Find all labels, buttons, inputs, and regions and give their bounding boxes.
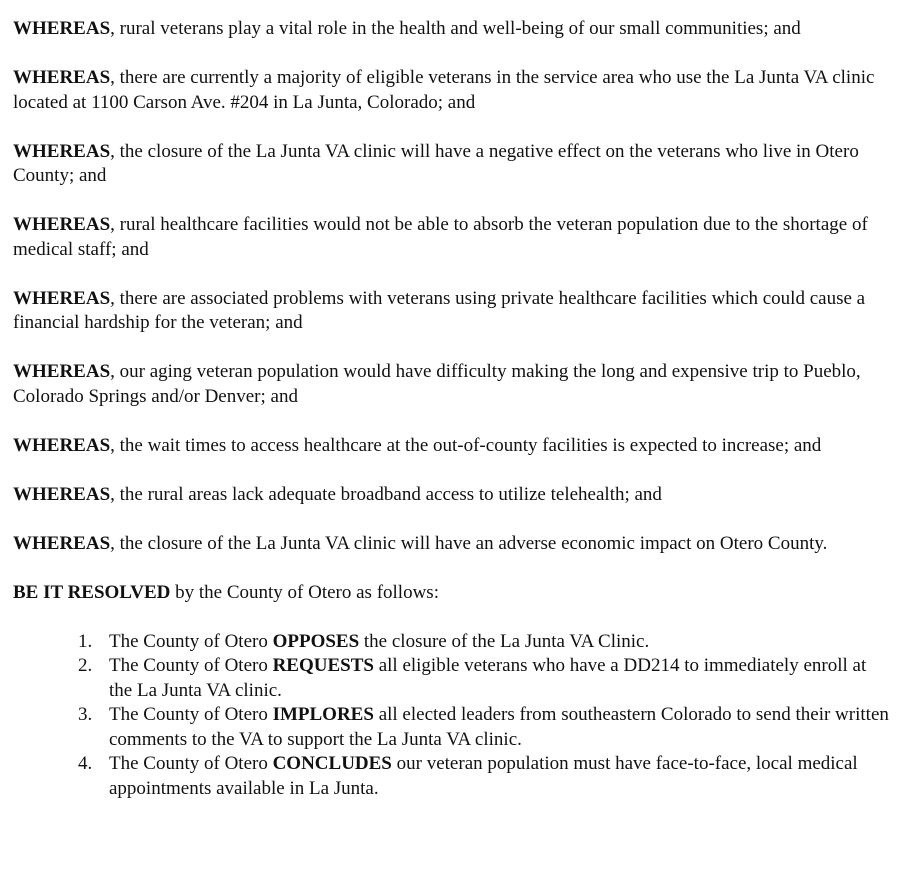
- whereas-text: , rural healthcare facilities would not be able to absorb the veteran population due to the shortage of medical staff; and: [13, 214, 868, 260]
- resolved-lead: BE IT RESOLVED: [13, 581, 171, 603]
- whereas-lead: WHEREAS: [13, 287, 111, 309]
- list-item-number: 1.: [78, 630, 93, 652]
- whereas-clause-7: [13, 434, 898, 459]
- whereas-text: , the closure of the La Junta VA clinic will have a negative effect on the veterans who live in Otero County; and: [13, 140, 859, 186]
- list-item-number: 3.: [78, 704, 93, 725]
- whereas-lead: WHEREAS: [13, 67, 111, 88]
- whereas-lead: WHEREAS: [13, 532, 111, 554]
- whereas-clause-5: [13, 287, 898, 336]
- whereas-clause-9: [13, 532, 898, 557]
- whereas-lead: WHEREAS: [13, 140, 111, 162]
- whereas-clause-6: [13, 360, 898, 409]
- list-item-text: our veteran population must have face-to-face, local medical appointments available in La Junta.: [109, 753, 858, 799]
- whereas-clause-8: [13, 483, 898, 508]
- list-item-text: all elected leaders from southeastern Colorado to send their written comments to the VA to support the La Junta VA clinic.: [109, 704, 889, 750]
- whereas-text: , there are currently a majority of eligible veterans in the service area who use the La Junta VA clinic located at 1100 Carson Ave. #204 in La Junta, Colorado; and: [13, 67, 875, 113]
- list-item-keyword: OPPOSES: [272, 630, 360, 652]
- list-item-text: the closure of the La Junta VA Clinic.: [359, 630, 650, 652]
- whereas-lead: WHEREAS: [13, 483, 111, 505]
- whereas-text: , rural veterans play a vital role in the health and well-being of our small communities; and: [110, 18, 801, 39]
- whereas-text: , there are associated problems with veterans using private healthcare facilities which could cause a financial hardship for the veteran; and: [13, 287, 866, 333]
- whereas-clause-4: [13, 213, 898, 262]
- resolution-document: [13, 17, 898, 801]
- whereas-clause-3: [13, 140, 898, 189]
- whereas-lead: WHEREAS: [13, 18, 111, 39]
- whereas-clause-1: [13, 17, 898, 42]
- list-item: [13, 752, 889, 801]
- list-item-text: The County of Otero: [109, 630, 273, 652]
- whereas-lead: WHEREAS: [13, 214, 111, 235]
- whereas-text: , the rural areas lack adequate broadband access to utilize telehealth; and: [110, 483, 662, 505]
- list-item: [13, 654, 889, 703]
- list-item: [13, 630, 889, 655]
- resolved-clause: [13, 581, 898, 606]
- whereas-clause-2: [13, 66, 898, 115]
- resolution-list: [13, 630, 898, 802]
- whereas-text: , the closure of the La Junta VA clinic will have an adverse economic impact on Otero County.: [110, 532, 828, 554]
- list-item-text: The County of Otero: [109, 753, 273, 774]
- whereas-lead: WHEREAS: [13, 361, 111, 382]
- list-item-keyword: CONCLUDES: [272, 753, 392, 774]
- whereas-lead: WHEREAS: [13, 434, 111, 456]
- list-item-number: 2.: [78, 655, 93, 676]
- list-item: [13, 703, 889, 752]
- list-item-text: The County of Otero: [109, 655, 273, 676]
- list-item-keyword: IMPLORES: [272, 704, 374, 725]
- whereas-text: , the wait times to access healthcare at the out-of-county facilities is expected to increase; and: [110, 434, 822, 456]
- list-item-number: 4.: [78, 753, 93, 774]
- list-item-text: all eligible veterans who have a DD214 to immediately enroll at the La Junta VA clinic.: [109, 655, 867, 701]
- list-item-text: The County of Otero: [109, 704, 273, 725]
- whereas-text: , our aging veteran population would have difficulty making the long and expensive trip to Pueblo, Colorado Springs and/or Denver; and: [13, 361, 861, 407]
- list-item-keyword: REQUESTS: [272, 655, 374, 676]
- resolved-text: by the County of Otero as follows:: [170, 581, 439, 603]
